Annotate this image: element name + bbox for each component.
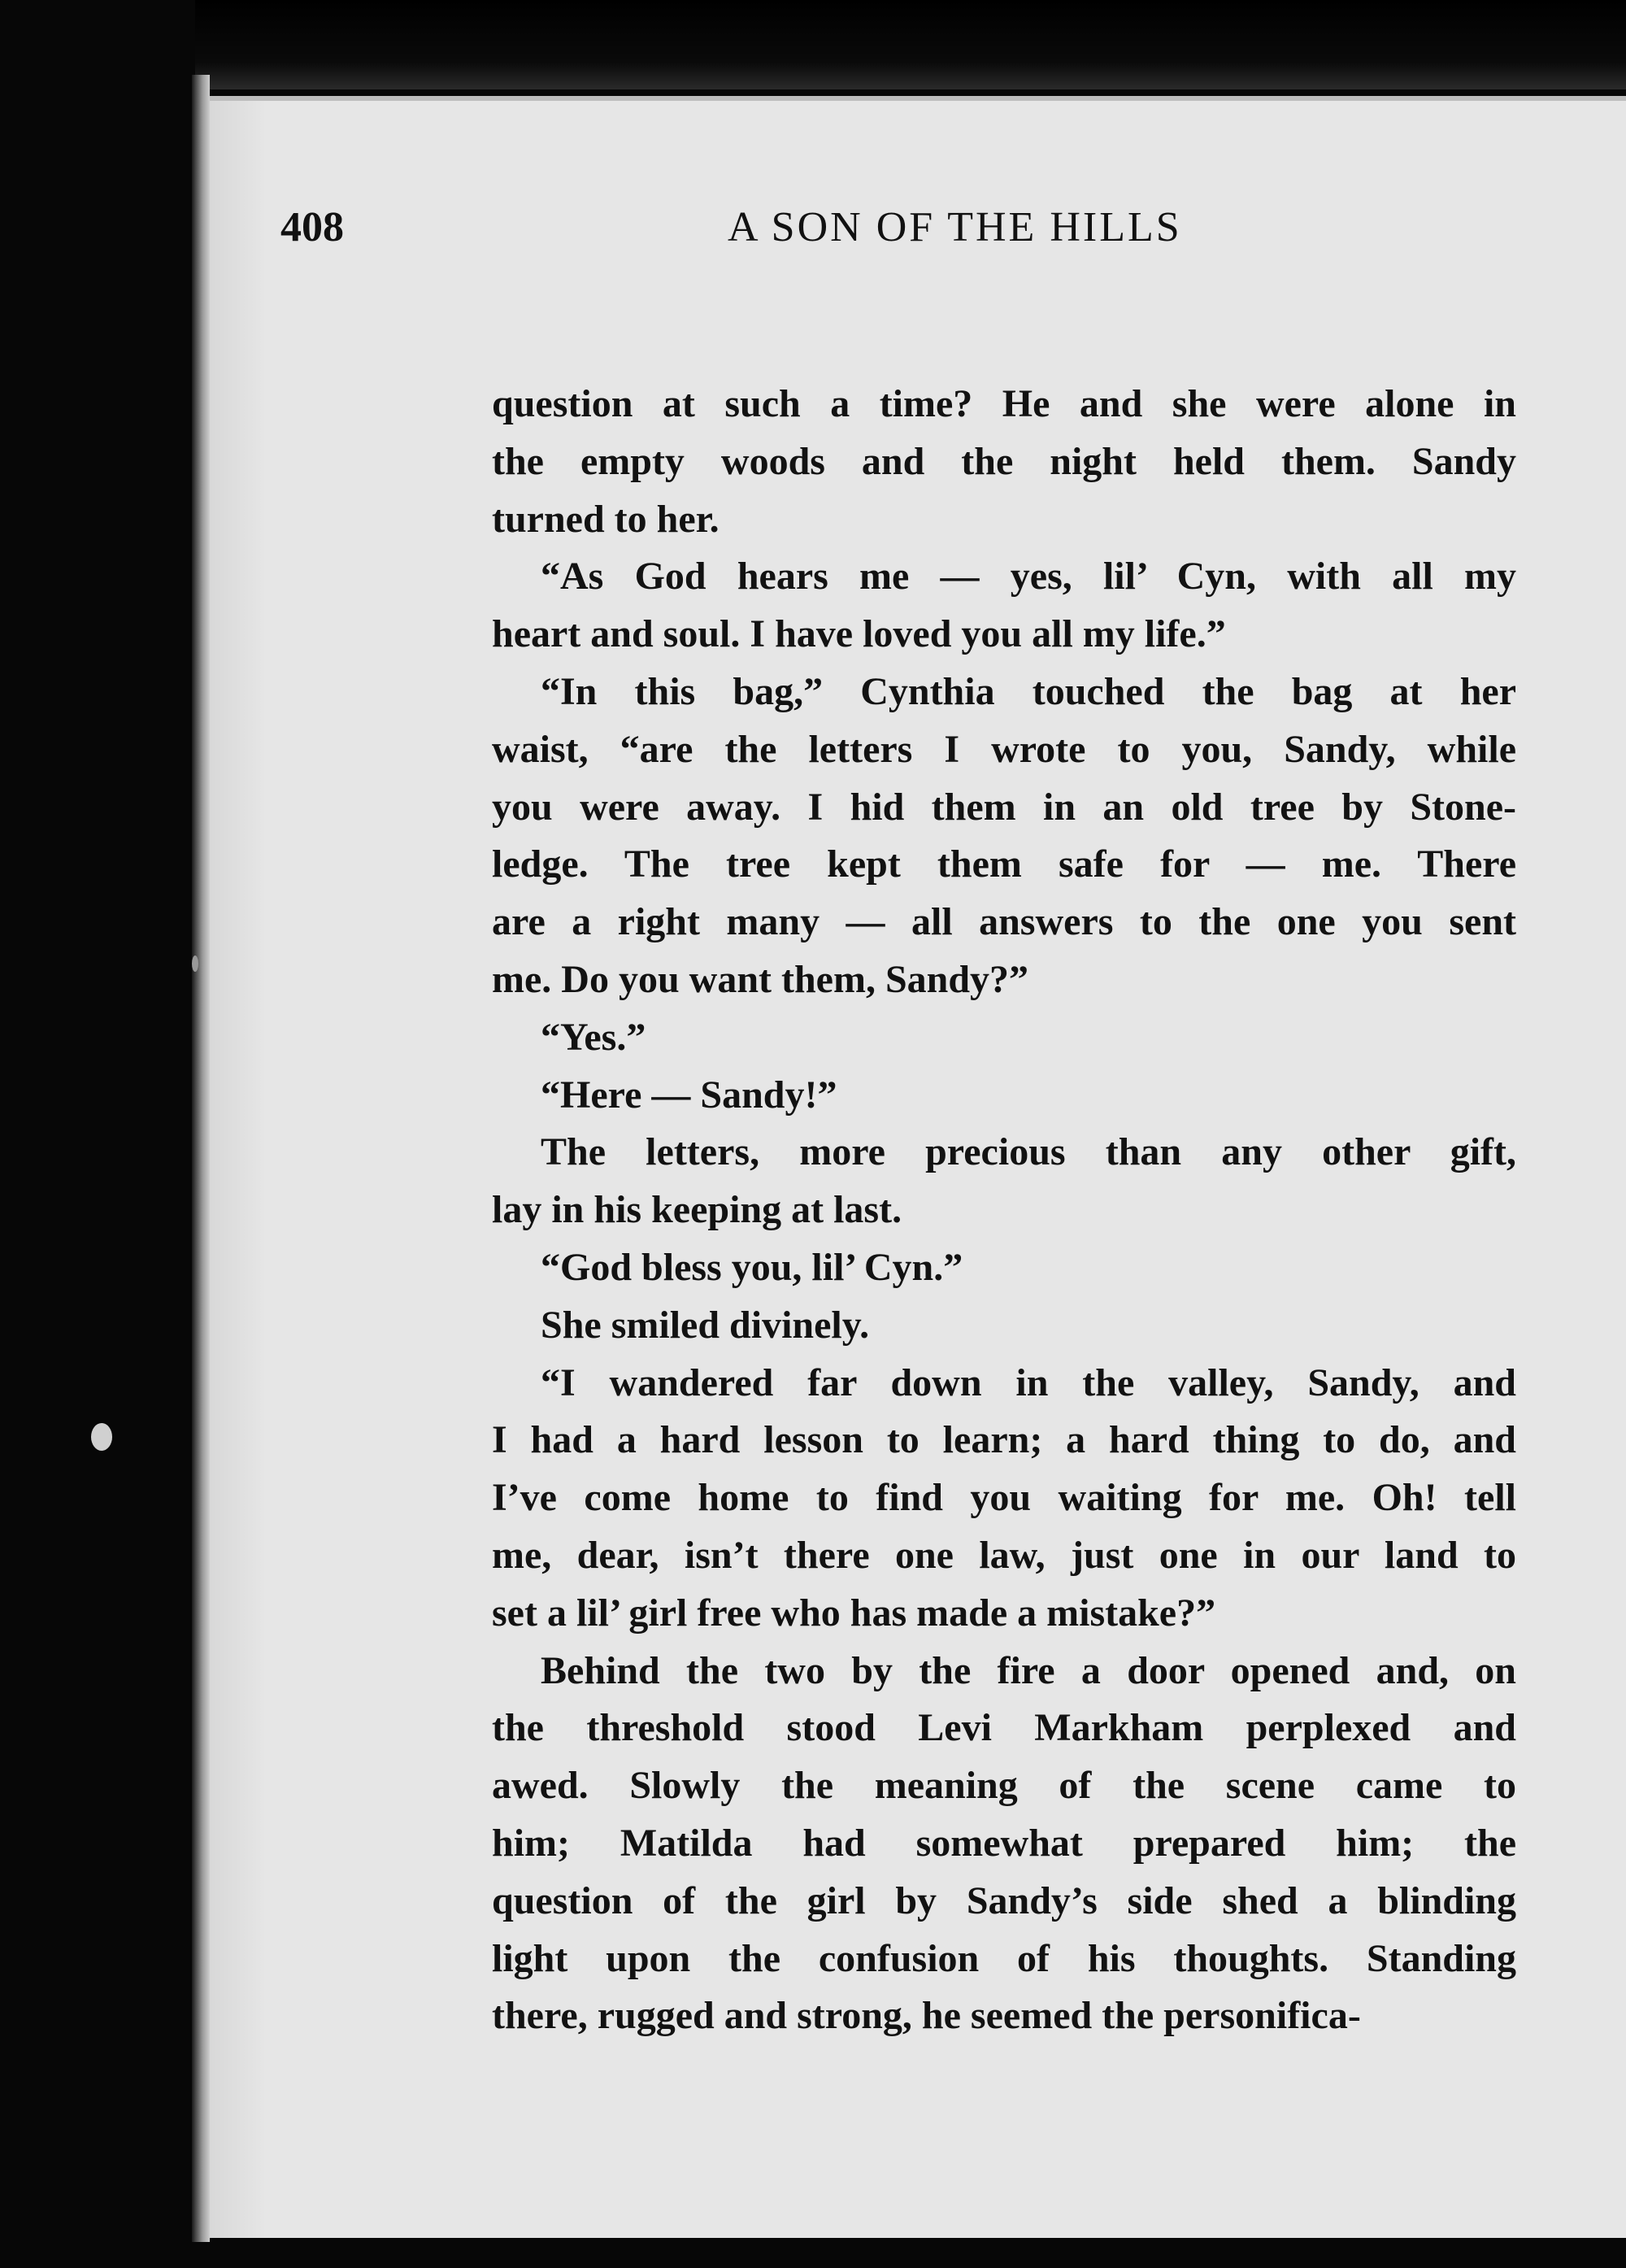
- text-line: ledge. The tree kept them safe for — me. There: [492, 842, 1516, 886]
- paragraph: [492, 1124, 1516, 1239]
- paragraph: [492, 1297, 1516, 1355]
- text-line: “Here — Sandy!”: [541, 1073, 837, 1117]
- text-line: I had a hard lesson to learn; a hard thing to do, and: [492, 1418, 1516, 1462]
- running-head: A SON OF THE HILLS: [728, 204, 1182, 250]
- text-line: you were away. I hid them in an old tree by Stone-: [492, 785, 1516, 829]
- text-line: “In this bag,” Cynthia touched the bag at her: [541, 669, 1516, 713]
- text-line: She smiled divinely.: [541, 1303, 870, 1347]
- text-line: “Yes.”: [541, 1015, 646, 1059]
- page-edge: [192, 75, 210, 2242]
- text-line: me, dear, isn’t there one law, just one in our land to: [492, 1533, 1516, 1577]
- text-line: set a lil’ girl free who has made a mistake?”: [492, 1591, 1216, 1635]
- text-line: light upon the confusion of his thoughts. Standing: [492, 1936, 1516, 1980]
- page-header: [280, 203, 1516, 268]
- text-line: there, rugged and strong, he seemed the personifica-: [492, 1994, 1361, 2038]
- text-line: me. Do you want them, Sandy?”: [492, 957, 1029, 1001]
- text-line: are a right many — all answers to the one you sent: [492, 900, 1516, 944]
- paragraph: [492, 1067, 1516, 1125]
- text-line: I’ve come home to find you waiting for me. Oh! tell: [492, 1476, 1516, 1520]
- text-line: him; Matilda had somewhat prepared him; the: [492, 1821, 1516, 1865]
- paragraph: [492, 1355, 1516, 1643]
- text-line: “As God hears me — yes, lil’ Cyn, with all my: [541, 555, 1516, 599]
- text-line: The letters, more precious than any other gift,: [541, 1130, 1516, 1174]
- paragraph: [492, 664, 1516, 1009]
- body-text: [492, 376, 1516, 2045]
- paragraph: [492, 1643, 1516, 2046]
- text-line: question of the girl by Sandy’s side shed a blinding: [492, 1878, 1516, 1922]
- page-number: 408: [280, 204, 344, 250]
- dust-speck: [192, 956, 198, 972]
- text-line: the empty woods and the night held them. Sandy: [492, 439, 1516, 483]
- text-line: “God bless you, lil’ Cyn.”: [541, 1245, 963, 1289]
- text-line: waist, “are the letters I wrote to you, Sandy, while: [492, 727, 1516, 771]
- text-line: awed. Slowly the meaning of the scene came to: [492, 1764, 1516, 1808]
- dust-speck: [91, 1423, 112, 1451]
- text-line: lay in his keeping at last.: [492, 1188, 902, 1232]
- paragraph: [492, 548, 1516, 664]
- paragraph: [492, 1239, 1516, 1297]
- paragraph: [492, 376, 1516, 548]
- text-line: Behind the two by the fire a door opened and, on: [541, 1648, 1516, 1692]
- paragraph: [492, 1009, 1516, 1067]
- text-line: question at such a time? He and she were alone in: [492, 382, 1516, 425]
- text-line: heart and soul. I have loved you all my life.”: [492, 612, 1226, 656]
- text-line: the threshold stood Levi Markham perplexed and: [492, 1706, 1516, 1750]
- top-shadow: [195, 0, 1626, 89]
- text-line: turned to her.: [492, 497, 720, 541]
- text-line: “I wandered far down in the valley, Sandy, and: [541, 1360, 1516, 1404]
